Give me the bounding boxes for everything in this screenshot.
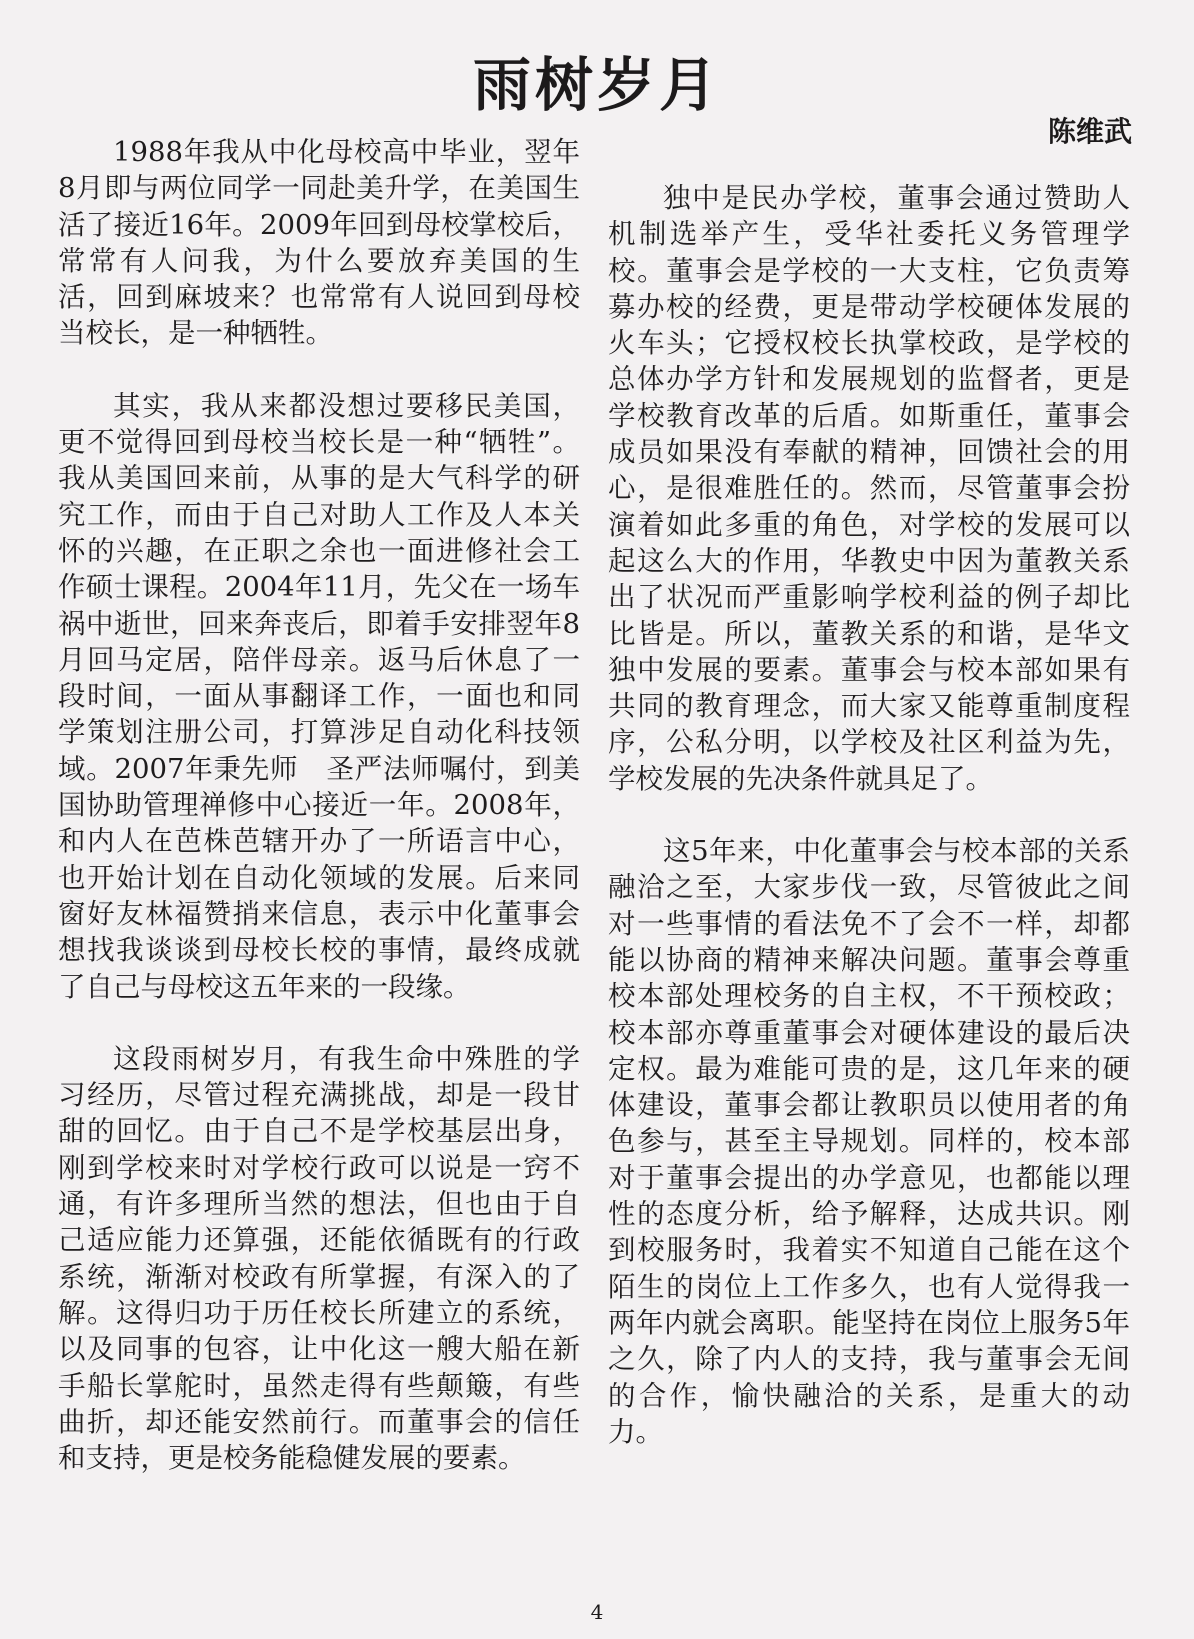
paragraph: 其实，我从来都没想过要移民美国，更不觉得回到母校当校长是一种“牺牲”。我从美国回来前，从事的是大气科学的研究工作，而由于自己对助人工作及人本关怀的兴趣，在正职之余也一面进修社会工作硕士课程。2004年11月，先父在一场车祸中逝世，回来奔丧后，即着手安排翌年8月回马定居，陪伴母亲。返马后休息了一段时间，一面从事翻译工作，一面也和同学策划注册公司，打算涉足自动化科技领域。2007年秉先师 圣严法师嘱付，到美国协助管理禅修中心接近一年。2008年，和内人在芭株芭辖开办了一所语言中心，也开始计划在自动化领域的发展。后来同窗好友林福赞捎来信息，表示中化董事会想找我谈谈到母校长校的事情，最终成就了自己与母校这五年来的一段缘。 [58,389,580,1003]
left-column [58,134,580,1476]
right-column [608,180,1130,1450]
paragraph: 独中是民办学校，董事会通过赞助人机制选举产生，受华社委托义务管理学校。董事会是学校的一大支柱，它负责筹募办校的经费，更是带动学校硬体发展的火车头；它授权校长执掌校政，是学校的总体办学方针和发展规划的监督者，更是学校教育改革的后盾。如斯重任，董事会成员如果没有奉献的精神，回馈社会的用心，是很难胜任的。然而，尽管董事会扮演着如此多重的角色，对学校的发展可以起这么大的作用，华教史中因为董教关系出了状况而严重影响学校利益的例子却比比皆是。所以，董教关系的和谐，是华文独中发展的要素。董事会与校本部如果有共同的教育理念，而大家又能尊重制度程序，公私分明，以学校及社区利益为先，学校发展的先决条件就具足了。 [608,182,1130,795]
author-name: 陈维武 [1047,115,1132,148]
paragraph: 1988年我从中化母校高中毕业，翌年8月即与两位同学一同赴美升学，在美国生活了接近16年。2009年回到母校掌校后，常常有人问我，为什么要放弃美国的生活，回到麻坡来？也常常有人说回到母校当校长，是一种牺牲。 [58,136,580,350]
paragraph: 这段雨树岁月，有我生命中殊胜的学习经历，尽管过程充满挑战，却是一段甘甜的回忆。由于自己不是学校基层出身，刚到学校来时对学校行政可以说是一窍不通，有许多理所当然的想法，但也由于自己适应能力还算强，还能依循既有的行政系统，渐渐对校政有所掌握，有深入的了解。这得归功于历任校长所建立的系统，以及同事的包容，让中化这一艘大船在新手船长掌舵时，虽然走得有些颠簸，有些曲折，却还能安然前行。而董事会的信任和支持，更是校务能稳健发展的要素。 [58,1042,580,1475]
paragraph: 这5年来，中化董事会与校本部的关系融洽之至，大家步伐一致，尽管彼此之间对一些事情的看法免不了会不一样，却都能以协商的精神来解决问题。董事会尊重校本部处理校务的自主权，不干预校政；校本部亦尊重董事会对硬体建设的最后决定权。最为难能可贵的是，这几年来的硬体建设，董事会都让教职员以使用者的角色参与，甚至主导规划。同样的，校本部对于董事会提出的办学意见，也都能以理性的态度分析，给予解释，达成共识。刚到校服务时，我着实不知道自己能在这个陌生的岗位上工作多久，也有人觉得我一两年内就会离职。能坚持在岗位上服务5年之久，除了内人的支持，我与董事会无间的合作，愉快融洽的关系，是重大的动力。 [608,835,1130,1448]
article-title: 雨树岁月 [472,51,721,119]
page-number: 4 [590,1600,604,1624]
